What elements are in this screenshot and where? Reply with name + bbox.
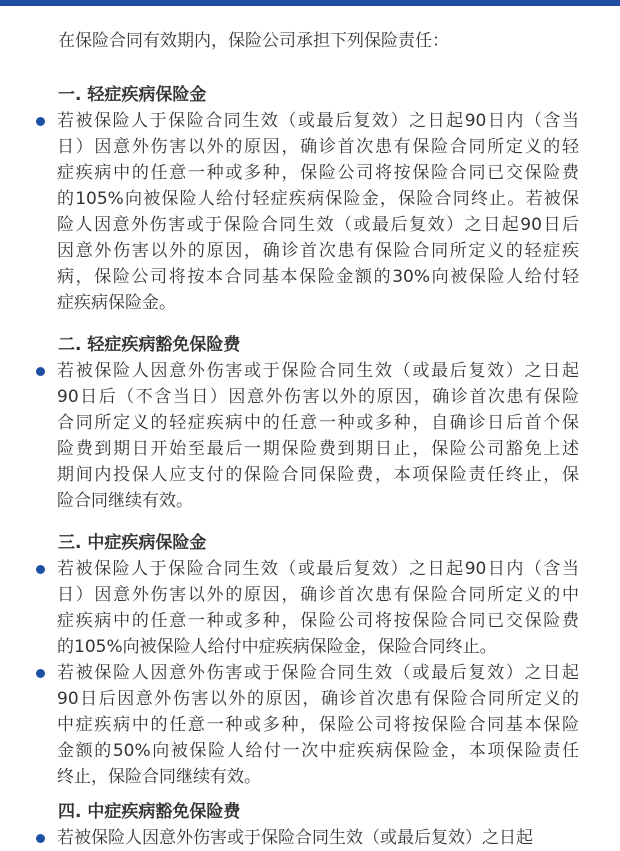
item-text	[57, 358, 579, 514]
text-line: 若被保险人因意外伤害或于保险合同生效（或最后复效）之日起	[57, 828, 533, 848]
text-line: 90日后（不含当日）因意外伤害以外的原因，确诊首次患有保险	[57, 387, 579, 407]
text-line: 的105%向被保险人给付轻症疾病保险金，保险合同终止。若被保	[57, 189, 579, 209]
text-line: 险合同继续有效。	[57, 491, 193, 511]
text-line: 症疾病保险金。	[57, 293, 176, 313]
section-title: 二. 轻症疾病豁免保险费	[58, 335, 241, 355]
text-line: 终止，保险合同继续有效。	[57, 767, 261, 787]
section-title: 四. 中症疾病豁免保险费	[58, 802, 241, 822]
text-line: 合同所定义的轻症疾病中的任意一种或多种，自确诊日后首个保	[57, 413, 579, 433]
item-text	[57, 556, 579, 660]
text-line: 若被保险人因意外伤害或于保险合同生效（或最后复效）之日起	[57, 361, 579, 381]
text-line: 金额的50%向被保险人给付一次中症疾病保险金，本项保险责任	[57, 741, 579, 761]
text-line: 险费到期日开始至最后一期保险费到期日止，保险公司豁免上述	[57, 439, 579, 459]
text-line: 若被保险人于保险合同生效（或最后复效）之日起90日内（含当	[57, 559, 579, 579]
bullet-dot-icon	[36, 565, 45, 574]
text-line: 若被保险人因意外伤害或于保险合同生效（或最后复效）之日起	[57, 663, 579, 683]
text-line: 的105%向被保险人给付中症疾病保险金，保险合同终止。	[57, 637, 497, 657]
text-line: 期间内投保人应支付的保险合同保险费，本项保险责任终止，保	[57, 465, 579, 485]
bullet-dot-icon	[36, 834, 45, 843]
bullet-dot-icon	[36, 669, 45, 678]
top-accent-bar	[0, 0, 620, 6]
text-line: 因意外伤害以外的原因，确诊首次患有保险合同所定义的轻症疾	[57, 241, 579, 261]
item-text	[57, 108, 579, 316]
text-line: 病，保险公司将按本合同基本保险金额的30%向被保险人给付轻	[57, 267, 579, 287]
item-text	[57, 660, 579, 790]
bullet-dot-icon	[36, 367, 45, 376]
text-line: 日）因意外伤害以外的原因，确诊首次患有保险合同所定义的轻	[57, 137, 579, 157]
intro-text: 在保险合同有效期内，保险公司承担下列保险责任：	[58, 31, 449, 51]
text-line: 90日后因意外伤害以外的原因，确诊首次患有保险合同所定义的	[57, 689, 579, 709]
section-title: 三. 中症疾病保险金	[58, 533, 207, 553]
section-title: 一. 轻症疾病保险金	[58, 85, 207, 105]
item-text	[57, 825, 579, 851]
text-line: 险人因意外伤害或于保险合同生效（或最后复效）之日起90日后	[57, 215, 579, 235]
bullet-dot-icon	[36, 117, 45, 126]
text-line: 症疾病中的任意一种或多种，保险公司将按保险合同已交保险费	[57, 611, 579, 631]
text-line: 症疾病中的任意一种或多种，保险公司将按保险合同已交保险费	[57, 163, 579, 183]
text-line: 中症疾病中的任意一种或多种，保险公司将按保险合同基本保险	[57, 715, 579, 735]
text-line: 若被保险人于保险合同生效（或最后复效）之日起90日内（含当	[57, 111, 579, 131]
text-line: 日）因意外伤害以外的原因，确诊首次患有保险合同所定义的中	[57, 585, 579, 605]
